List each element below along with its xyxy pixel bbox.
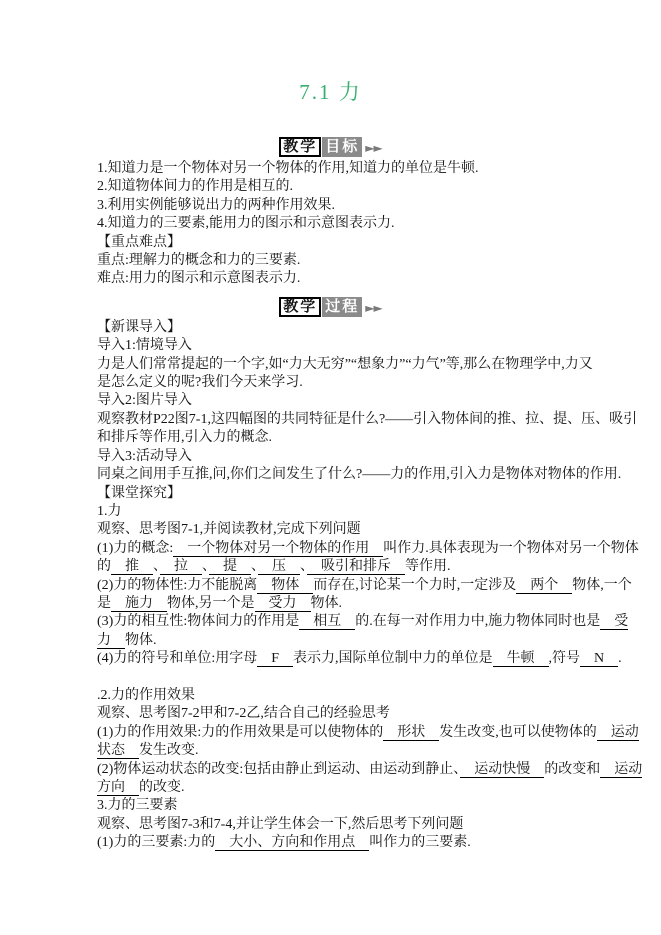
text-line [97,485,565,503]
text-segment: 叫作力.具体表现为一个物体对另一个物体 [383,540,639,556]
objectives-section [97,160,565,289]
text-segment: 的改变和 [544,761,601,777]
text-segment: (4)力的符号和单位:用字母 [97,651,258,667]
blank-answer: 受力 [254,595,311,611]
text-line [97,448,565,466]
text-segment: . [618,651,622,667]
text-segment: 而存在,讨论某一个力时,一定涉及 [313,577,517,593]
blank-answer: 物体 [257,577,314,593]
text-segment: 【课堂探究】 [97,485,181,501]
blank-answer: 运动快慢 [460,761,545,777]
text-segment: .2.力的作用效果 [97,687,195,703]
text-line [97,632,565,650]
text-segment: 3.利用实例能够说出力的两种作用效果. [97,197,335,213]
text-line [97,234,565,252]
badge-label-process: 过程 [322,297,362,317]
text-segment: 观察、思考图7-1,并阅读教材,完成下列问题 [97,522,361,538]
blank-answer: 推 [111,559,153,575]
blank-answer: 压 [258,559,300,575]
text-line [97,356,593,374]
text-line [97,178,565,196]
text-line [97,215,565,233]
text-line [97,779,565,797]
text-segment: (3)力的相互性:物体间力的作用是 [97,614,300,630]
text-line [97,392,565,410]
text-segment: 物体,另一个是 [167,595,255,611]
text-segment: 3.力的三要素 [97,798,178,814]
text-segment: 是 [97,595,111,611]
text-segment: 1.力 [97,503,122,519]
double-arrow-icon: ►► [365,141,382,155]
blank-answer: 形状 [383,724,440,740]
text-line [97,466,622,484]
blank-answer: 一个物体对另一个物体的作用 [173,540,384,556]
text-line [97,252,565,270]
text-segment: 物体,一个 [572,577,632,593]
badge-label-teaching: 教学 [279,137,321,157]
blank-answer: 两个 [516,577,573,593]
text-segment: 观察、思考图7-3和7-4,并让学生体会一下,然后思考下列问题 [97,816,464,832]
text-line [97,595,565,613]
text-segment: 发生改变,也可以使物体的 [439,724,597,740]
text-segment: (1)力的三要素:力的 [97,835,216,851]
text-segment: 2.知道物体间力的作用是相互的. [97,179,293,195]
page-title: 7.1 力 [299,80,362,104]
text-segment: 等作用. [405,559,451,575]
text-line [97,411,638,429]
text-segment: 力是人们常常提起的一个字,如“力大无穷”“想象力”“力气”等,那么在物理学中,力又 [97,356,593,372]
text-line [97,705,565,723]
text-line [97,613,629,631]
text-line [97,687,565,705]
text-line [97,540,639,558]
text-line [97,577,632,595]
text-segment: 、 [251,559,258,575]
text-segment: 是怎么定义的呢?我们今天来学习. [97,375,303,391]
text-line [97,319,565,337]
text-line [97,761,643,779]
text-segment: 【新课导入】 [97,319,181,335]
blank-answer: 方向 [97,780,139,795]
text-line [97,724,639,742]
text-segment: 同桌之间用手互推,问,你们之间发生了什么?——力的作用,引入力是物体对物体的作用. [97,467,622,483]
text-line [97,374,565,392]
text-line [97,558,565,576]
blank-answer: 运动 [596,724,639,740]
text-segment: 重点:理解力的概念和力的三要素. [97,253,301,269]
process-section [97,319,643,853]
blank-answer: 拉 [160,559,202,575]
text-segment: 的改变. [139,780,185,795]
blank-answer: 状态 [97,743,139,759]
text-line [97,669,565,687]
blank-answer: 相互 [299,614,356,630]
text-line [97,816,565,834]
text-segment: 导入3:活动导入 [97,448,192,464]
text-line [97,742,565,760]
text-segment: 导入2:图片导入 [97,393,192,409]
text-segment: 观察、思考图7-2甲和7-2乙,结合自己的经验思考 [97,706,390,722]
text-line [97,270,565,288]
text-line [97,834,565,852]
blank-answer: 运动 [600,761,643,777]
text-segment: (1)力的概念: [97,540,174,556]
section-badge-teaching-process [0,297,661,317]
blank-answer: 吸引和排斥 [307,559,405,575]
text-segment: 、 [153,559,160,575]
text-segment: ,符号 [548,651,581,667]
text-segment: 物体. [125,632,157,648]
text-segment: 、 [202,559,209,575]
text-segment: 导入1:情境导入 [97,338,192,354]
text-segment: 观察教材P22图7-1,这四幅图的共同特征是什么?——引入物体间的推、拉、提、压、吸引 [97,411,638,427]
text-line [97,337,565,355]
blank-answer: N [580,651,619,667]
blank-answer: 受 [600,614,629,630]
text-line [97,503,565,521]
text-segment: 1.知道力是一个物体对另一个物体的作用,知道力的单位是牛顿. [97,161,479,176]
text-segment: 4.知道力的三要素,能用力的图示和示意图表示力. [97,216,395,232]
text-segment: (1)力的作用效果:力的作用效果是可以使物体的 [97,724,384,740]
text-segment: 的 [97,559,111,575]
blank-answer: 力 [97,632,125,648]
text-segment: 【重点难点】 [97,234,181,250]
text-segment: 和排斥等作用,引入力的概念. [97,430,272,446]
text-line [97,797,565,815]
text-line [97,650,622,668]
text-line [97,197,565,215]
badge-label-objectives: 目标 [322,137,362,157]
blank-answer: 牛顿 [492,651,549,667]
text-segment: (2)物体运动状态的改变:包括由静止到运动、由运动到静止、 [97,761,461,777]
double-arrow-icon: ►► [365,300,382,315]
blank-answer: 提 [209,559,251,575]
blank-answer: 大小、方向和作用点 [215,835,370,851]
blank-answer: F [257,651,294,667]
text-segment: (2)力的物体性:力不能脱离 [97,577,258,593]
text-segment: 难点:用力的图示和示意图表示力. [97,271,301,287]
text-segment: 表示力,国际单位制中力的单位是 [293,651,493,667]
text-line [97,160,565,178]
text-segment: 的.在每一对作用力中,施力物体同时也是 [355,614,601,630]
section-badge-teaching-objectives [0,137,661,157]
text-segment: 物体. [310,595,342,611]
text-segment: 、 [300,559,307,575]
text-line [97,429,565,447]
badge-label-teaching: 教学 [279,297,321,317]
text-line [97,521,565,539]
text-segment: 发生改变. [139,743,199,759]
blank-answer: 施力 [111,595,167,611]
text-segment: 叫作力的三要素. [369,835,471,851]
